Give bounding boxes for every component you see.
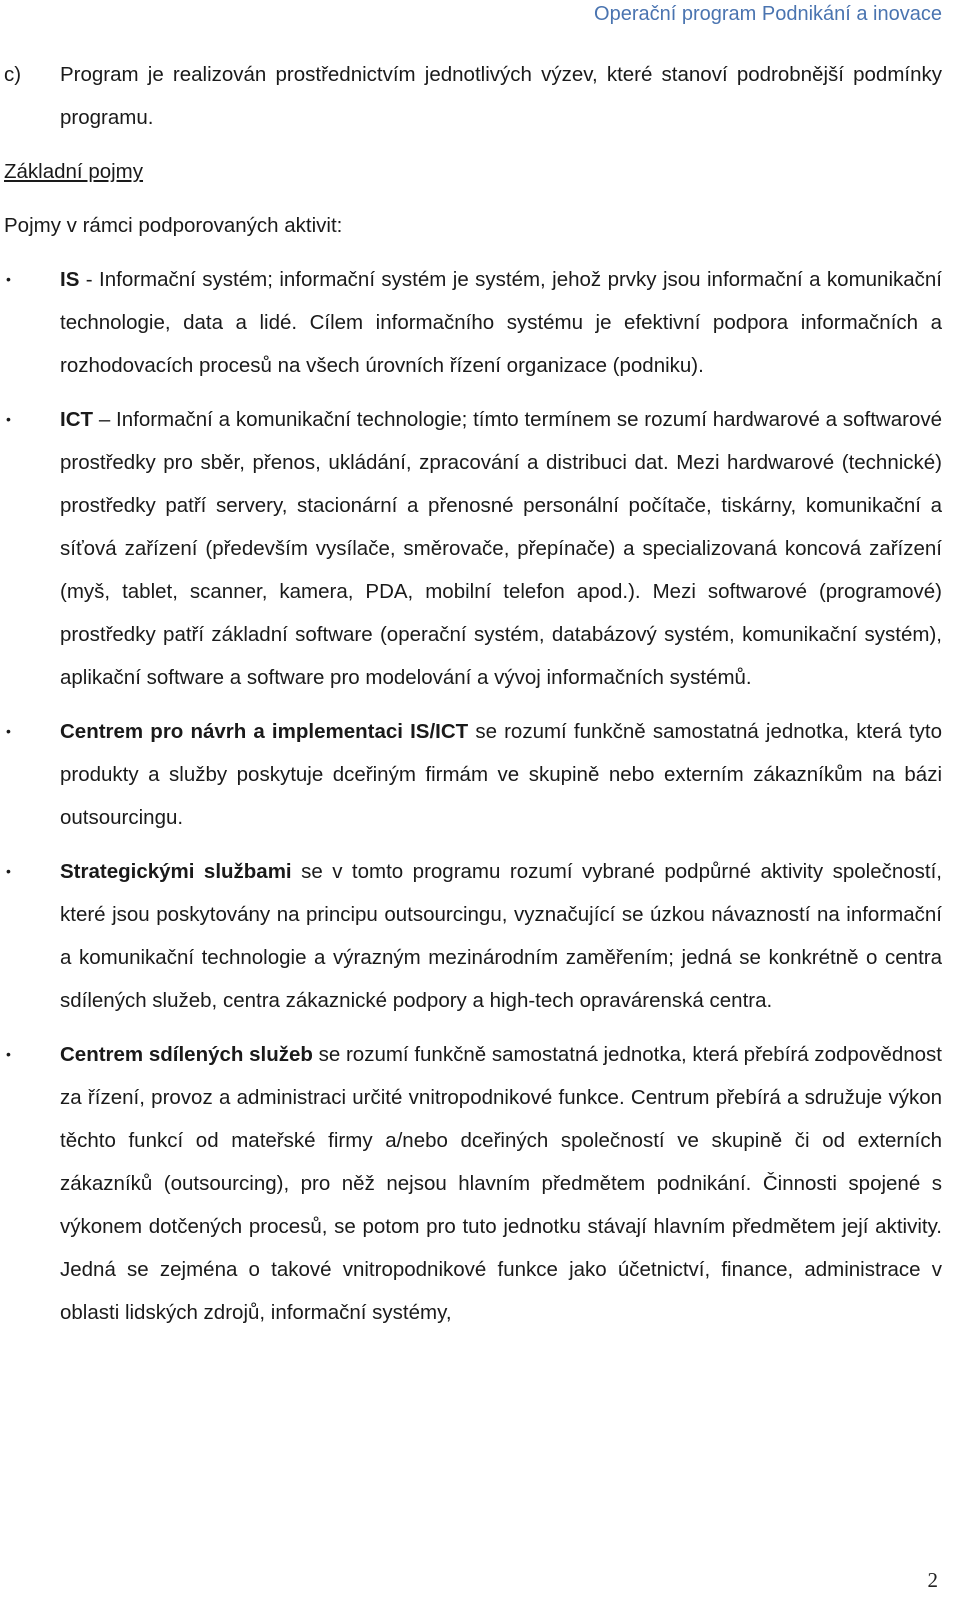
- list-item: [4, 710, 942, 839]
- section-heading: Základní pojmy: [4, 160, 144, 183]
- definition-term: ICT: [60, 408, 94, 431]
- item-c-text: Program je realizován prostřednictvím jednotlivých výzev, které stanoví podrobnější podmínky programu.: [60, 63, 942, 129]
- list-item: [4, 398, 942, 699]
- item-c-label: c): [4, 63, 22, 86]
- definition-term: IS: [60, 268, 80, 291]
- definition-text: - Informační systém; informační systém je systém, jehož prvky jsou informační a komunikační technologie, data a lidé. Cílem informačního systému je efektivní podpora informačních a rozhodovacích procesů na všech úrovních řízení organizace (podniku).: [60, 268, 942, 377]
- bullet-icon: •: [6, 411, 11, 427]
- list-item-text: [60, 850, 942, 1022]
- page-header: Operační program Podnikání a inovace: [594, 3, 942, 25]
- list-item: [4, 850, 942, 1022]
- subheading: Pojmy v rámci podporovaných aktivit:: [4, 214, 343, 237]
- list-item-text: [60, 258, 942, 387]
- bullet-icon: •: [6, 863, 11, 879]
- definition-term: Centrem pro návrh a implementaci IS/ICT: [60, 720, 469, 743]
- definition-term: Strategickými službami: [60, 860, 292, 883]
- list-item-text: [60, 398, 942, 699]
- page-number: 2: [927, 1568, 938, 1592]
- definition-text: se rozumí funkčně samostatná jednotka, která přebírá zodpovědnost za řízení, provoz a administraci určité vnitropodnikové funkce. Centrum přebírá a sdružuje výkon těchto funkcí od mateřské firmy a/nebo dceřiných společností ve skupině či od externích zákazníků (outsourcing), pro něž nejsou hlavním předmětem podnikání. Činnosti spojené s výkonem dotčených procesů, se potom pro tuto jednotku stávají hlavním předmětem její aktivity. Jedná se zejména o takové vnitropodnikové funkce jako účetnictví, finance, administrace v oblasti lidských zdrojů, informační systémy,: [60, 1043, 942, 1324]
- list-item: [4, 1033, 942, 1334]
- definition-text: se rozumí funkčně samostatná jednotka, která tyto produkty a služby poskytuje dceřiným firmám ve skupině nebo externím zákazníkům na bázi outsourcingu.: [60, 720, 943, 829]
- document-body: [4, 53, 942, 1345]
- item-c: [4, 53, 942, 139]
- definition-text: se v tomto programu rozumí vybrané podpůrné aktivity společností, které jsou poskytovány na principu outsourcingu, vyznačující se úzkou návazností na informační a komunikační technologie a výrazným mezinárodním zaměřením; jedná se konkrétně o centra sdílených služeb, centra zákaznické podpory a high-tech opravárenská centra.: [60, 860, 942, 1012]
- list-item-text: [60, 710, 942, 839]
- definitions-list: [4, 258, 942, 1334]
- definition-term: Centrem sdílených služeb: [60, 1043, 313, 1066]
- list-item-text: [60, 1033, 942, 1334]
- bullet-icon: •: [6, 723, 11, 739]
- list-item: [4, 258, 942, 387]
- definition-text: – Informační a komunikační technologie; tímto termínem se rozumí hardwarové a softwarové prostředky pro sběr, přenos, ukládání, zpracování a distribuci dat. Mezi hardwarové (technické) prostředky patří servery, stacionární a přenosné personální počítače, tiskárny, komunikační a síťová zařízení (především vysílače, směrovače, přepínače) a specializovaná koncová zařízení (myš, tablet, scanner, kamera, PDA, mobilní telefon apod.). Mezi softwarové (programové) prostředky patří základní software (operační systém, databázový systém, komunikační systém), aplikační software a software pro modelování a vývoj informačních systémů.: [60, 408, 942, 689]
- bullet-icon: •: [6, 1046, 11, 1062]
- bullet-icon: •: [6, 271, 11, 287]
